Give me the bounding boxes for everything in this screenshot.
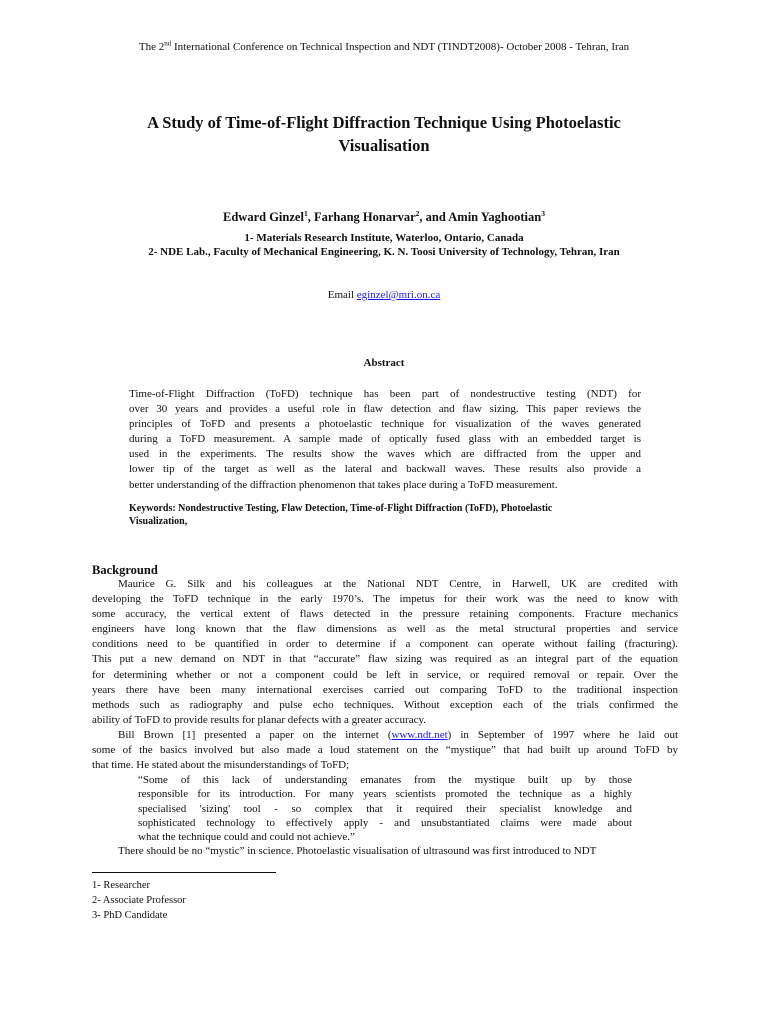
title-line-1: A Study of Time-of-Flight Diffraction Technique Using Photoelastic bbox=[147, 113, 621, 132]
body-line: some accuracy, the vertical extent of flaws detected in the pressure retaining components. Fracture mechanics bbox=[92, 608, 678, 621]
quote-line: specialised 'sizing' tool - so complex that it required their specialist knowledge and bbox=[138, 802, 632, 815]
body-line: methods such as radiography and pulse echo techniques. Without exception each of the trials confirmed the bbox=[92, 698, 678, 711]
abstract-line: during a ToFD measurement. A sample made of optically fused glass with an embedded target is bbox=[129, 433, 641, 446]
footnote-2: 2- Associate Professor bbox=[92, 895, 186, 906]
block-quote bbox=[92, 773, 678, 844]
quote-line: responsible for its introduction. For many years scientists promoted the technique as a highly bbox=[138, 788, 632, 801]
body-line: years there have been many international exercises carried out comparing ToFD to the traditional inspection bbox=[92, 683, 678, 696]
body-line: that time. He stated about the misunderstandings of ToFD; bbox=[92, 759, 350, 772]
footnotes bbox=[92, 878, 186, 923]
quote-line: “Some of this lack of understanding emanates from the mystique built up by those bbox=[138, 774, 632, 787]
body-line: developing the ToFD technique in the early 1970’s. The impetus for their work was the need to know with bbox=[92, 593, 678, 606]
background-heading: Background bbox=[92, 563, 158, 577]
body-text: Bill Brown [1] presented a paper on the internet ( bbox=[118, 728, 392, 741]
abstract-line: lower tip of the target as well as the lateral and backwall waves. These results also provide a bbox=[129, 463, 641, 476]
body-line: some of the basics involved but also made a loud statement on the “mystique” that had built up around ToFD by bbox=[92, 744, 678, 757]
affiliation-2: 2- NDE Lab., Faculty of Mechanical Engineering, K. N. Toosi University of Technology, Tehran, Iran bbox=[148, 246, 620, 258]
conference-header bbox=[0, 40, 768, 54]
keywords bbox=[129, 502, 641, 528]
body-line: There should be no “mystic” in science. Photoelastic visualisation of ultrasound was first introduced to NDT bbox=[118, 845, 597, 858]
body-line: for determining whether or not a component could be left in service, or required removal or repair. Over the bbox=[92, 668, 678, 681]
abstract-body bbox=[129, 387, 641, 493]
keywords-line-2: Visualization, bbox=[129, 516, 188, 527]
email-line bbox=[0, 288, 768, 302]
body-line: conditions need to be quantified in order to determine if a component can operate without failing (fracturing). bbox=[92, 638, 678, 651]
abstract-line: Time-of-Flight Diffraction (ToFD) technique has been part of nondestructive testing (NDT) for bbox=[129, 388, 641, 400]
keywords-line-1: Keywords: Nondestructive Testing, Flaw Detection, Time-of-Flight Diffraction (ToFD), Photoelastic bbox=[129, 503, 553, 514]
author-3-affil: 3 bbox=[541, 208, 545, 218]
title-line-2: Visualisation bbox=[338, 136, 430, 155]
email-label: Email bbox=[327, 289, 357, 301]
background-body bbox=[92, 577, 678, 859]
quote-line: sophisticated technology to effectively apply - and unsubstantiated claims were made about bbox=[138, 816, 632, 829]
footnote-3: 3- PhD Candidate bbox=[92, 910, 168, 921]
body-line: Maurice G. Silk and his colleagues at the National NDT Centre, in Harwell, UK are credited with bbox=[118, 578, 678, 590]
author-3: , and Amin Yaghootian bbox=[419, 210, 542, 224]
paper-title bbox=[60, 111, 708, 157]
affiliation-1: 1- Materials Research Institute, Waterloo, Ontario, Canada bbox=[244, 232, 524, 244]
author-2: , Farhang Honarvar bbox=[307, 210, 416, 224]
author-2-affil: 2 bbox=[415, 208, 420, 218]
body-line bbox=[92, 728, 678, 743]
abstract-heading: Abstract bbox=[363, 357, 405, 369]
body-line: This put a new demand on NDT in that “accurate” flaw sizing was required as an integral part of the equation bbox=[92, 653, 678, 666]
footnote-divider bbox=[92, 872, 276, 873]
abstract-line: used in the experiments. The results show the waves which are diffracted from the upper and bbox=[129, 448, 641, 461]
body-line: engineers have long known that the flaw dimensions as well as the metal structural properties and service bbox=[92, 623, 678, 636]
author-1: Edward Ginzel bbox=[223, 210, 304, 224]
body-line: ability of ToFD to provide results for planar defects with a greater accuracy. bbox=[92, 713, 426, 726]
footnote-1: 1- Researcher bbox=[92, 880, 151, 891]
author-1-affil: 1 bbox=[303, 208, 308, 218]
header-text: The 2 bbox=[138, 41, 165, 53]
quote-line: what the technique could and could not achieve.” bbox=[138, 830, 355, 843]
body-text: ) in September of 1997 where he laid out bbox=[447, 728, 678, 741]
ndt-net-link[interactable]: www.ndt.net bbox=[391, 728, 448, 741]
author-list bbox=[0, 209, 768, 225]
abstract-line: better understanding of the diffraction phenomenon that takes place during a ToFD measurement. bbox=[129, 478, 558, 491]
email-link[interactable]: eginzel@mri.on.ca bbox=[356, 289, 441, 301]
abstract-line: principles of ToFD and presents a photoelastic technique for visualization of the waves generated bbox=[129, 418, 641, 431]
header-text-rest: International Conference on Technical Inspection and NDT (TINDT2008)- October 2008 - Tehran, Iran bbox=[171, 41, 630, 53]
abstract-line: over 30 years and provides a useful role in flaw detection and flaw sizing. This paper reviews the bbox=[129, 403, 641, 416]
header-superscript: nd bbox=[164, 39, 172, 48]
